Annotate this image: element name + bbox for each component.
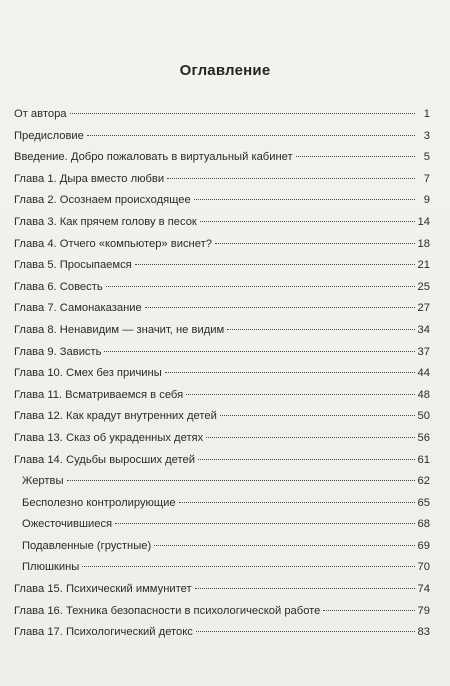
toc-entry-title: Бесполезно контролирующие — [22, 496, 176, 509]
dot-leader — [194, 199, 415, 200]
toc-page-number: 44 — [417, 367, 430, 380]
dot-leader — [106, 286, 415, 287]
toc-page-number: 25 — [417, 280, 430, 293]
toc-entry-title: Введение. Добро пожаловать в виртуальный кабинет — [14, 151, 293, 164]
dot-leader — [135, 264, 415, 265]
toc-page-number: 3 — [423, 129, 430, 142]
dot-leader — [67, 480, 415, 481]
toc-entry-title: Глава 5. Просыпаемся — [14, 259, 132, 272]
toc-entry-title: Предисловие — [14, 129, 84, 142]
toc-entry — [14, 385, 430, 407]
dot-leader — [115, 523, 414, 524]
toc-entry — [14, 169, 430, 191]
toc-page-number: 68 — [417, 518, 430, 531]
dot-leader — [323, 610, 414, 611]
toc-entry — [14, 147, 430, 169]
dot-leader — [296, 156, 415, 157]
toc-entry — [14, 622, 430, 644]
toc-entry — [14, 363, 430, 385]
dot-leader — [196, 631, 415, 632]
dot-leader — [82, 566, 414, 567]
dot-leader — [220, 415, 415, 416]
toc-page-number: 34 — [417, 323, 430, 336]
toc-entry — [14, 320, 430, 342]
toc-entry-title: Глава 16. Техника безопасности в психологической работе — [14, 604, 321, 617]
toc-entry-title: От автора — [14, 108, 67, 120]
toc-page-number: 5 — [423, 151, 430, 164]
toc-entry — [14, 190, 430, 212]
toc-entry — [14, 234, 430, 256]
toc-entry-title: Глава 6. Совесть — [14, 280, 103, 293]
dot-leader — [87, 135, 415, 136]
toc-entry-title: Глава 7. Самонаказание — [14, 302, 142, 315]
toc-subentry — [14, 493, 430, 515]
toc-entry — [14, 212, 430, 234]
toc-page-number: 70 — [417, 561, 430, 574]
toc-entry-title: Глава 2. Осознаем происходящее — [14, 194, 191, 207]
toc-entry-title: Ожесточившиеся — [22, 518, 113, 531]
dot-leader — [186, 394, 414, 395]
toc-entry — [14, 601, 430, 623]
toc-entry — [14, 579, 430, 601]
toc-entry — [14, 342, 430, 364]
toc-entry-title: Глава 10. Смех без причины — [14, 367, 162, 380]
toc-entry-title: Глава 17. Психологический детокс — [14, 626, 193, 639]
toc-page-number: 65 — [417, 496, 430, 509]
dot-leader — [215, 243, 415, 244]
toc-page-number: 62 — [417, 475, 430, 488]
dot-leader — [167, 178, 415, 179]
toc-page-number: 37 — [417, 345, 430, 358]
dot-leader — [200, 221, 415, 222]
dot-leader — [227, 329, 414, 330]
toc-subentry — [14, 514, 430, 536]
toc-page-number: 69 — [417, 539, 430, 552]
toc-entry — [14, 104, 430, 126]
toc-page-number: 56 — [417, 431, 430, 444]
toc-page-number: 7 — [423, 172, 430, 185]
toc-entry-title: Глава 4. Отчего «компьютер» виснет? — [14, 237, 212, 250]
toc-entry-title: Подавленные (грустные) — [22, 539, 152, 552]
dot-leader — [206, 437, 414, 438]
toc-entry — [14, 298, 430, 320]
toc-entry-title: Глава 9. Зависть — [14, 345, 102, 358]
toc-entry-title: Глава 8. Ненавидим — значит, не видим — [14, 323, 225, 336]
toc-entry — [14, 428, 430, 450]
toc-subentry — [14, 557, 430, 579]
toc-page-number: 79 — [417, 604, 430, 617]
toc-entry — [14, 255, 430, 277]
toc-page-number: 14 — [417, 215, 430, 228]
toc-entry-title: Глава 11. Всматриваемся в себя — [14, 388, 184, 401]
toc-entry-title: Глава 1. Дыра вместо любви — [14, 172, 165, 185]
toc-entry — [14, 450, 430, 472]
dot-leader — [165, 372, 415, 373]
toc-entry-title: Глава 13. Сказ об украденных детях — [14, 431, 204, 444]
dot-leader — [195, 588, 415, 589]
toc-subentry — [14, 536, 430, 558]
toc-page-number: 48 — [417, 388, 430, 401]
dot-leader — [179, 502, 415, 503]
toc-page-number: 83 — [417, 626, 430, 639]
toc-page-number: 74 — [417, 583, 430, 596]
toc-entry-title: Плюшкины — [22, 561, 80, 574]
table-of-contents — [14, 104, 430, 644]
dot-leader — [104, 351, 414, 352]
toc-subentry — [14, 471, 430, 493]
dot-leader — [198, 459, 415, 460]
toc-page-number: 50 — [417, 410, 430, 423]
page-title: Оглавление — [179, 62, 271, 79]
dot-leader — [70, 113, 415, 114]
toc-entry-title: Глава 15. Психический иммунитет — [14, 583, 192, 596]
toc-page-number: 1 — [423, 108, 430, 120]
toc-page-number: 27 — [417, 302, 430, 315]
toc-page-number: 9 — [423, 194, 430, 207]
toc-entry-title: Глава 14. Судьбы выросших детей — [14, 453, 195, 466]
toc-entry-title: Жертвы — [22, 475, 64, 488]
toc-page-number: 61 — [417, 453, 430, 466]
toc-entry — [14, 277, 430, 299]
toc-entry — [14, 126, 430, 148]
toc-page-number: 21 — [417, 259, 430, 272]
toc-entry — [14, 406, 430, 428]
toc-entry-title: Глава 3. Как прячем голову в песок — [14, 215, 197, 228]
toc-entry-title: Глава 12. Как крадут внутренних детей — [14, 410, 217, 423]
toc-page-number: 18 — [417, 237, 430, 250]
dot-leader — [145, 307, 415, 308]
dot-leader — [154, 545, 414, 546]
